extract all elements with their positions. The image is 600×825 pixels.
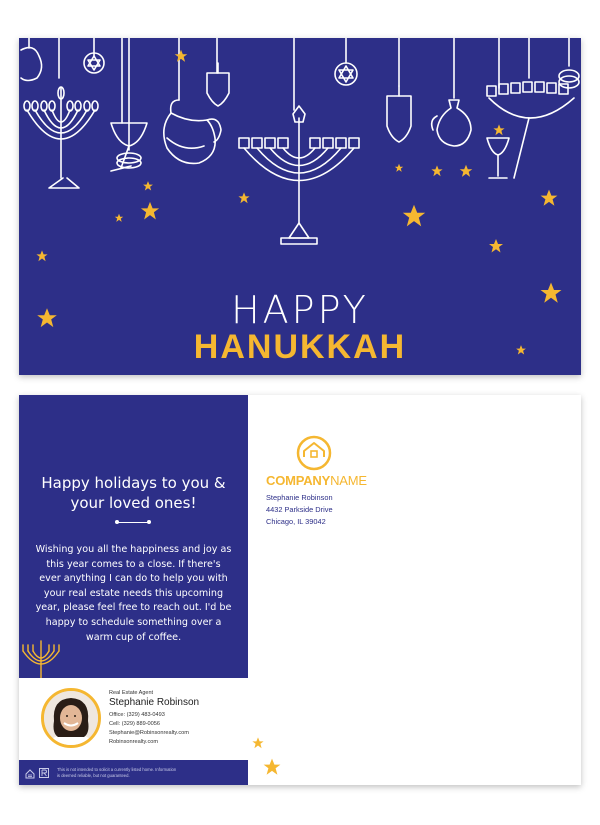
jug-icon [164,100,221,163]
company-name [266,473,367,488]
kiddush-cup-icon [487,138,509,155]
footer-bar [19,760,248,785]
agent-website[interactable]: Robinsonrealty.com [109,739,159,745]
divider [118,522,148,523]
agent-name: Stephanie Robinson [109,697,200,708]
dreidel-icon [207,73,229,106]
recipient-city: Chicago, IL 39042 [266,517,326,526]
agent-cell-phone: Cell: (329) 889-0056 [109,721,160,727]
company-name-bold: COMPANY [266,473,331,488]
agent-photo [41,688,101,748]
agent-role: Real Estate Agent [109,690,154,696]
recipient-street: 4432 Parkside Drive [266,505,333,514]
agent-email[interactable]: Stephanie@Robinsonrealty.com [109,730,189,736]
dreidel-icon [387,96,411,142]
card-back [19,395,581,785]
greeting-hanukkah: HANUKKAH [193,328,407,366]
jug-icon [21,48,42,81]
star-icon [248,723,288,783]
house-icon [294,435,334,471]
message-panel [19,395,248,678]
menorah-icon [24,87,98,188]
disclaimer: This is not intended to solicit a currently listed home. Information is deemed reliable, but not guaranteed. [57,767,177,778]
card-front [19,38,581,375]
back-message: Wishing you all the happiness and joy as this year comes to a close. If there's ever anything I can do to help you with your real estate needs this upcoming year, please feel free to reach out. I'd be happy to schedule something over a warm cup of coffee. [35,544,232,643]
jug-icon [437,100,471,146]
back-headline: Happy holidays to you & your loved ones! [41,474,226,512]
agent-info [19,678,248,760]
agent-office-phone: Office: (329) 483-0493 [109,712,165,718]
company-name-light: NAME [330,473,367,488]
greeting-happy: HAPPY [231,288,369,332]
menorah-icon [239,106,359,244]
realtor-icon [39,768,49,778]
recipient-name: Stephanie Robinson [266,493,333,502]
